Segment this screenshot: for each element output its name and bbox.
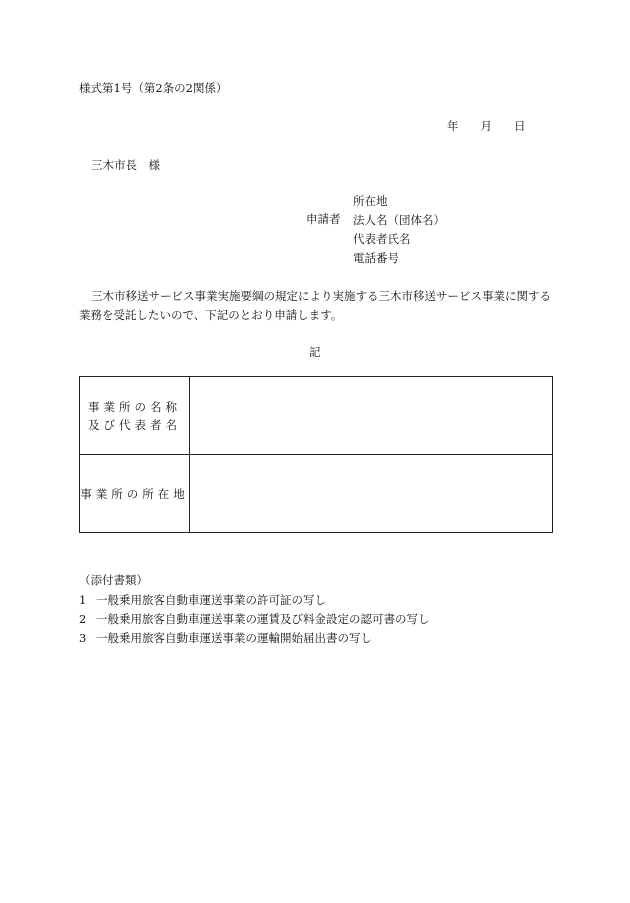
applicant-field-phone: 電話番号 xyxy=(353,251,399,265)
attachments-heading: （添付書類） xyxy=(79,573,148,587)
applicant-fields xyxy=(353,192,445,268)
attachments-list xyxy=(79,591,430,648)
office-address-value[interactable] xyxy=(190,455,553,533)
list-item xyxy=(79,629,430,648)
applicant-label: 申請者 xyxy=(306,212,341,226)
date-month-label: 月 xyxy=(480,119,492,133)
office-name-label xyxy=(80,377,190,455)
ki-heading: 記 xyxy=(309,345,321,359)
list-item xyxy=(79,591,430,610)
addressee: 三木市長 様 xyxy=(91,158,160,172)
office-name-value[interactable] xyxy=(190,377,553,455)
list-item-text: 一般乗用旅客自動車運送事業の運賃及び料金設定の認可書の写し xyxy=(96,612,430,626)
office-address-label xyxy=(80,455,190,533)
list-item xyxy=(79,610,430,629)
date-line xyxy=(447,118,526,134)
list-item-text: 一般乗用旅客自動車運送事業の運輸開始届出書の写し xyxy=(96,631,372,645)
body-text: 三木市移送サービス事業実施要綱の規定により実施する三木市移送サービス事業に関する業務を受託したいので、下記のとおり申請します。 xyxy=(79,289,551,322)
list-item-number: 3 xyxy=(79,631,87,645)
form-number: 様式第1号（第2条の2関係） xyxy=(79,81,228,95)
applicant-field-address: 所在地 xyxy=(353,194,388,208)
list-item-number: 2 xyxy=(79,612,87,626)
office-name-label-line2: 及び代表者名 xyxy=(88,417,181,432)
list-item-text: 一般乗用旅客自動車運送事業の許可証の写し xyxy=(96,593,326,607)
date-day-label: 日 xyxy=(514,119,526,133)
applicant-field-corporation-name: 法人名（団体名） xyxy=(353,213,445,227)
table-row xyxy=(80,377,553,455)
list-item-number: 1 xyxy=(79,593,87,607)
details-table xyxy=(79,376,553,533)
applicant-field-representative-name: 代表者氏名 xyxy=(353,232,411,246)
table-row xyxy=(80,455,553,533)
office-address-label-line1: 事業所の所在地 xyxy=(80,486,189,501)
date-year-label: 年 xyxy=(447,119,459,133)
office-name-label-line1: 事業所の名称 xyxy=(88,399,181,414)
